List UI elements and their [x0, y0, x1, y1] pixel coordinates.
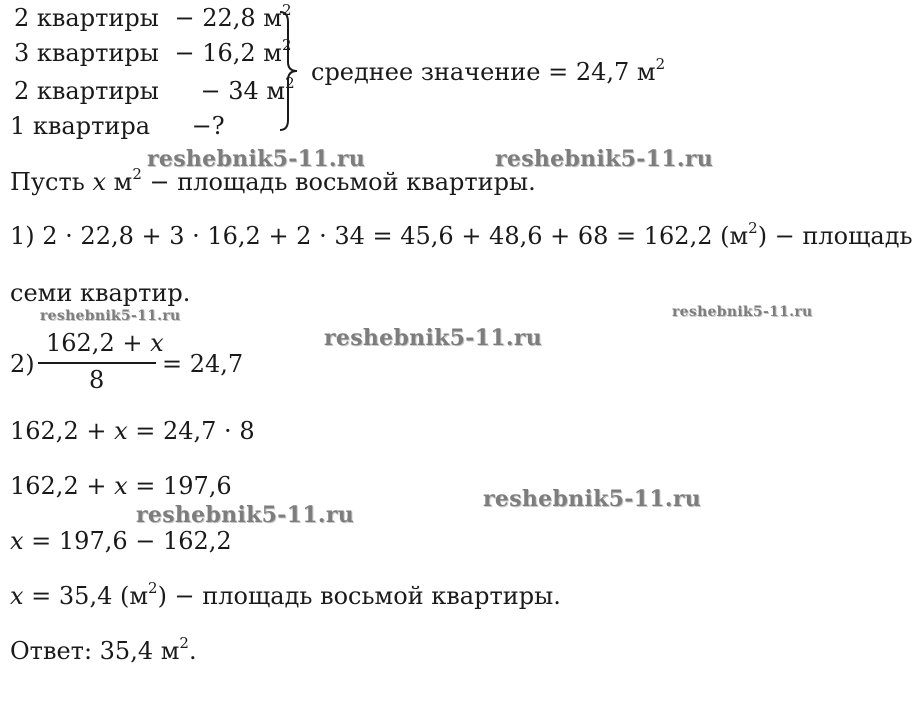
mean-value-text: среднее значение = 24,7 м — [311, 58, 656, 86]
fraction-denominator: 8 — [89, 366, 105, 394]
watermark: reshebnik5-11.ru — [40, 308, 181, 324]
given-row-4-dash: − — [191, 112, 212, 140]
answer-sup: 2 — [179, 634, 189, 652]
step-2-rhs: = 24,7 — [162, 350, 244, 378]
given-row-3-label: 2 квартиры — [14, 77, 159, 105]
step-1-tail: ) − площадь — [757, 222, 913, 250]
given-row-2-label: 3 квартиры — [14, 39, 159, 67]
fraction-numerator — [46, 329, 164, 357]
eq4-var: x — [10, 582, 24, 610]
eq1-var: x — [114, 417, 128, 445]
given-row-1-label: 2 квартиры — [14, 4, 159, 32]
step-1-expr: 1) 2 · 22,8 + 3 · 16,2 + 2 · 34 = 45,6 + 48,6 + 68 = 162,2 (м — [10, 222, 749, 250]
given-row-1-dash: − — [174, 4, 195, 32]
fraction-bar — [38, 362, 156, 364]
given-row-1-value: 22,8 м — [202, 4, 282, 32]
equation-4 — [10, 579, 561, 610]
watermark: reshebnik5-11.ru — [483, 486, 702, 512]
given-row-4-label: 1 квартира — [10, 112, 151, 140]
eq3-b: = 197,6 − 162,2 — [23, 527, 232, 555]
let-statement — [10, 165, 536, 196]
given-row-2-sup: 2 — [281, 36, 292, 54]
mean-value-sup: 2 — [655, 55, 666, 73]
step-1-line-1 — [10, 219, 913, 250]
numerator-text: 162,2 + — [46, 329, 151, 357]
eq2-b: = 197,6 — [127, 472, 232, 500]
given-row-2 — [14, 36, 292, 67]
eq1-a: 162,2 + — [10, 417, 115, 445]
eq2-a: 162,2 + — [10, 472, 115, 500]
eq4-c: ) − площадь восьмой квартиры. — [157, 582, 561, 610]
eq3-var: x — [10, 527, 24, 555]
step-2-number: 2) — [10, 350, 35, 378]
given-row-3-dash: − — [200, 77, 221, 105]
numerator-var: x — [150, 329, 164, 357]
let-pre: Пусть — [10, 168, 93, 196]
given-row-2-dash: − — [174, 39, 195, 67]
watermark: reshebnik5-11.ru — [672, 304, 813, 320]
equation-1 — [10, 417, 255, 445]
equation-2 — [10, 472, 232, 500]
let-sup: 2 — [132, 165, 142, 183]
mean-value — [311, 55, 666, 86]
answer-text: Ответ: 35,4 м — [10, 637, 180, 665]
watermark: reshebnik5-11.ru — [136, 502, 355, 528]
eq2-var: x — [114, 472, 128, 500]
given-row-3-value: 34 м — [228, 77, 286, 105]
given-row-4 — [10, 112, 225, 140]
step-1-line-2: семи квартир. — [10, 279, 191, 307]
let-mid: м — [106, 168, 133, 196]
given-row-4-value: ? — [211, 112, 225, 140]
watermark: reshebnik5-11.ru — [147, 146, 366, 172]
right-brace-icon — [276, 10, 302, 132]
let-post: − площадь восьмой квартиры. — [141, 168, 536, 196]
watermark: reshebnik5-11.ru — [495, 146, 714, 172]
step-1-sup: 2 — [748, 219, 758, 237]
given-row-1 — [14, 1, 292, 32]
eq4-sup: 2 — [148, 579, 158, 597]
given-row-1-sup: 2 — [281, 1, 292, 19]
answer — [10, 634, 197, 665]
let-var: x — [92, 168, 107, 196]
watermark: reshebnik5-11.ru — [324, 325, 543, 351]
equation-3 — [10, 527, 232, 555]
given-row-3-sup: 2 — [285, 74, 295, 92]
eq4-b: = 35,4 (м — [23, 582, 149, 610]
answer-dot: . — [188, 637, 197, 665]
eq1-b: = 24,7 · 8 — [127, 417, 255, 445]
given-row-3 — [14, 74, 295, 105]
given-row-2-value: 16,2 м — [202, 39, 282, 67]
